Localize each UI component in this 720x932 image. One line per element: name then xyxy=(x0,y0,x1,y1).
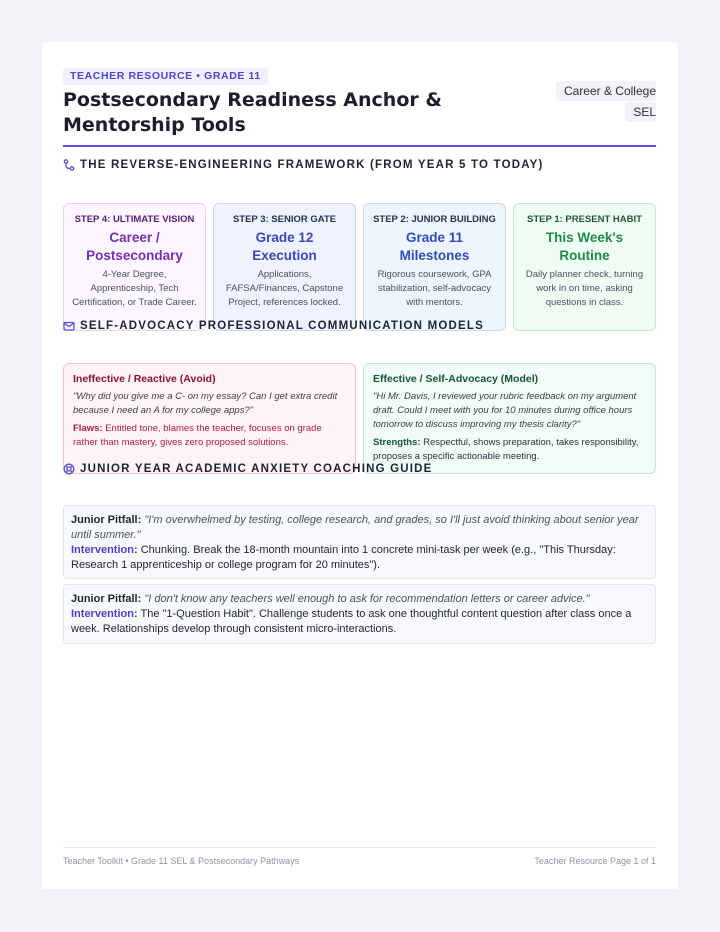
coaching-item xyxy=(63,505,656,579)
ineffective-heading: Ineffective / Reactive (Avoid) xyxy=(73,373,216,385)
resource-kicker: TEACHER RESOURCE • GRADE 11 xyxy=(63,68,268,85)
intervention-label: Intervention: xyxy=(71,608,138,620)
flaws-label: Flaws: xyxy=(73,423,103,434)
communication-title-text: SELF-ADVOCACY PROFESSIONAL COMMUNICATION MODELS xyxy=(80,320,484,332)
step-senior-gate xyxy=(213,203,356,331)
tag-sel: SEL xyxy=(625,102,656,122)
header-divider xyxy=(63,145,656,147)
ineffective-model-card xyxy=(63,363,356,474)
document-page xyxy=(42,42,678,889)
step-ultimate-vision xyxy=(63,203,206,331)
strengths-label: Strengths: xyxy=(373,437,421,448)
effective-note xyxy=(373,436,646,464)
page-footer xyxy=(63,847,656,866)
coaching-title-text: JUNIOR YEAR ACADEMIC ANXIETY COACHING GUIDE xyxy=(80,463,433,475)
framework-section-title xyxy=(63,157,544,173)
effective-heading: Effective / Self-Advocacy (Model) xyxy=(373,373,539,385)
footer-left-text: Teacher Toolkit • Grade 11 SEL & Postsecondary Pathways xyxy=(63,856,300,866)
coaching-item xyxy=(63,584,656,644)
step-description: Rigorous coursework, GPA stabilization, self-advocacy with mentors. xyxy=(377,269,492,308)
tag-career-college: Career & College xyxy=(556,81,656,101)
step-present-habit xyxy=(513,203,656,331)
ineffective-note xyxy=(73,422,346,450)
footer-page-number: Teacher Resource Page 1 of 1 xyxy=(534,856,656,866)
flaws-text: Entitled tone, blames the teacher, focuses on grade rather than mastery, gives zero proposed solutions. xyxy=(73,423,322,448)
step-junior-building xyxy=(363,203,506,331)
step-label: STEP 1: PRESENT HABIT xyxy=(527,214,642,225)
route-icon xyxy=(63,159,75,171)
effective-model-card xyxy=(363,363,656,474)
coaching-section-title xyxy=(63,461,433,477)
effective-quote: "Hi Mr. Davis, I reviewed your rubric feedback on my argument draft. Could I meet with you for 10 minutes during office hours tomorrow to discuss improving my thesis clarity?" xyxy=(373,391,637,430)
step-label: STEP 3: SENIOR GATE xyxy=(232,214,337,225)
communication-section-title xyxy=(63,318,484,334)
step-label: STEP 2: JUNIOR BUILDING xyxy=(373,214,496,225)
strengths-text: Respectful, shows preparation, takes responsibility, proposes a specific actionable meeting. xyxy=(373,437,639,462)
step-heading: Grade 12 Execution xyxy=(252,230,317,263)
lifebuoy-icon xyxy=(63,463,75,475)
pitfall-quote: "I don't know any teachers well enough to ask for recommendation letters or career advice." xyxy=(144,593,590,605)
step-heading: This Week's Routine xyxy=(545,230,624,263)
step-description: 4-Year Degree, Apprenticeship, Tech Certification, or Trade Career. xyxy=(72,269,197,308)
pitfall-label: Junior Pitfall: xyxy=(71,514,142,526)
step-description: Daily planner check, turning work in on time, asking questions in class. xyxy=(525,269,644,308)
intervention-text: Chunking. Break the 18-month mountain into 1 concrete mini-task per week (e.g., "This Thursday: Research 1 apprenticeship or college program for 20 minutes"). xyxy=(71,544,616,571)
step-heading: Career / Postsecondary xyxy=(86,230,183,263)
intervention-text: The "1-Question Habit". Challenge students to ask one thoughtful content question after class once a week. Relationships develop through consistent micro-interactions. xyxy=(71,608,632,635)
mail-icon xyxy=(63,320,75,332)
step-description: Applications, FAFSA/Finances, Capstone Project, references locked. xyxy=(225,269,344,308)
page-title: Postsecondary Readiness Anchor & Mentorship Tools xyxy=(63,89,442,136)
pitfall-label: Junior Pitfall: xyxy=(71,593,142,605)
framework-title-text: THE REVERSE-ENGINEERING FRAMEWORK (FROM YEAR 5 TO TODAY) xyxy=(80,159,544,171)
step-label: STEP 4: ULTIMATE VISION xyxy=(74,214,195,225)
step-heading: Grade 11 Milestones xyxy=(399,230,470,263)
ineffective-quote: "Why did you give me a C- on my essay? Can I get extra credit because I need an A for my college apps?" xyxy=(73,391,338,416)
intervention-label: Intervention: xyxy=(71,544,138,556)
pitfall-quote: "I'm overwhelmed by testing, college research, and grades, so I'll just avoid thinking about senior year until summer." xyxy=(71,514,639,541)
